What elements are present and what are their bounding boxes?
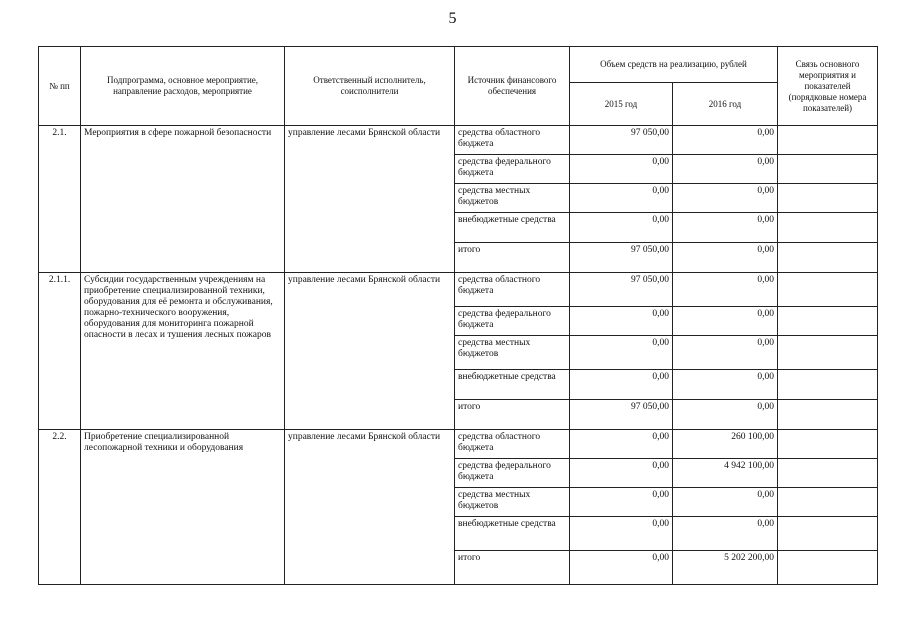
- table-row: [39, 273, 878, 307]
- header-2016: 2016 год: [673, 83, 778, 126]
- link-cell: [778, 517, 878, 551]
- total-label: итого: [455, 551, 570, 585]
- amount-2015: 97 050,00: [570, 273, 673, 307]
- amount-2015: 0,00: [570, 336, 673, 370]
- total-label: итого: [455, 400, 570, 430]
- link-cell: [778, 551, 878, 585]
- link-cell: [778, 336, 878, 370]
- amount-2016: 0,00: [673, 155, 778, 184]
- amount-2016: 0,00: [673, 488, 778, 517]
- header-program: Подпрограмма, основное мероприятие, направление расходов, мероприятие: [81, 47, 285, 126]
- amount-2016: 0,00: [673, 517, 778, 551]
- link-cell: [778, 155, 878, 184]
- source-cell: средства областного бюджета: [455, 126, 570, 155]
- source-cell: внебюджетные средства: [455, 370, 570, 400]
- section-executor: управление лесами Брянской области: [285, 273, 455, 430]
- link-cell: [778, 430, 878, 459]
- amount-2015: 0,00: [570, 213, 673, 243]
- section-executor: управление лесами Брянской области: [285, 126, 455, 273]
- amount-2016: 0,00: [673, 184, 778, 213]
- amount-2015: 0,00: [570, 184, 673, 213]
- source-cell: средства федерального бюджета: [455, 155, 570, 184]
- link-cell: [778, 213, 878, 243]
- header-source: Источник финансового обеспечения: [455, 47, 570, 126]
- source-cell: внебюджетные средства: [455, 213, 570, 243]
- link-cell: [778, 488, 878, 517]
- amount-2016: 4 942 100,00: [673, 459, 778, 488]
- section-number: 2.1.: [39, 126, 81, 273]
- total-label: итого: [455, 243, 570, 273]
- financing-table: [38, 46, 878, 585]
- link-cell: [778, 126, 878, 155]
- amount-2015: 0,00: [570, 459, 673, 488]
- total-2015: 0,00: [570, 551, 673, 585]
- amount-2015: 0,00: [570, 488, 673, 517]
- source-cell: средства областного бюджета: [455, 273, 570, 307]
- source-cell: средства местных бюджетов: [455, 184, 570, 213]
- amount-2016: 0,00: [673, 126, 778, 155]
- amount-2015: 0,00: [570, 517, 673, 551]
- source-cell: средства местных бюджетов: [455, 336, 570, 370]
- page-number: 5: [448, 10, 457, 27]
- source-cell: средства федерального бюджета: [455, 459, 570, 488]
- amount-2016: 0,00: [673, 213, 778, 243]
- header-link: Связь основного мероприятия и показателей (порядковые номера показателей): [778, 47, 878, 126]
- link-cell: [778, 307, 878, 336]
- source-cell: внебюджетные средства: [455, 517, 570, 551]
- total-2016: 5 202 200,00: [673, 551, 778, 585]
- link-cell: [778, 243, 878, 273]
- source-cell: средства областного бюджета: [455, 430, 570, 459]
- link-cell: [778, 370, 878, 400]
- section-executor: управление лесами Брянской области: [285, 430, 455, 585]
- header-executor: Ответственный исполнитель, соисполнители: [285, 47, 455, 126]
- amount-2016: 0,00: [673, 336, 778, 370]
- amount-2015: 0,00: [570, 430, 673, 459]
- header-num: № пп: [39, 47, 81, 126]
- amount-2016: 0,00: [673, 307, 778, 336]
- source-cell: средства местных бюджетов: [455, 488, 570, 517]
- table-row: [39, 126, 878, 155]
- section-title: Мероприятия в сфере пожарной безопасности: [81, 126, 285, 273]
- total-2016: 0,00: [673, 243, 778, 273]
- link-cell: [778, 459, 878, 488]
- section-number: 2.1.1.: [39, 273, 81, 430]
- amount-2015: 0,00: [570, 370, 673, 400]
- amount-2015: 0,00: [570, 155, 673, 184]
- section-number: 2.2.: [39, 430, 81, 585]
- total-2016: 0,00: [673, 400, 778, 430]
- amount-2016: 0,00: [673, 370, 778, 400]
- total-2015: 97 050,00: [570, 243, 673, 273]
- header-2015: 2015 год: [570, 83, 673, 126]
- total-2015: 97 050,00: [570, 400, 673, 430]
- section-title: Субсидии государственным учреждениям на приобретение специализированной техники, оборудования для её ремонта и обслуживания, пожарно-технического вооружения, оборудования для мониторинга пожарной опасности в лесах и тушения лесных пожаров: [81, 273, 285, 430]
- amount-2016: 260 100,00: [673, 430, 778, 459]
- amount-2015: 0,00: [570, 307, 673, 336]
- link-cell: [778, 400, 878, 430]
- link-cell: [778, 184, 878, 213]
- source-cell: средства федерального бюджета: [455, 307, 570, 336]
- link-cell: [778, 273, 878, 307]
- header-volume: Объем средств на реализацию, рублей: [570, 47, 778, 83]
- section-title: Приобретение специализированной лесопожарной техники и оборудования: [81, 430, 285, 585]
- amount-2016: 0,00: [673, 273, 778, 307]
- table-row: [39, 430, 878, 459]
- amount-2015: 97 050,00: [570, 126, 673, 155]
